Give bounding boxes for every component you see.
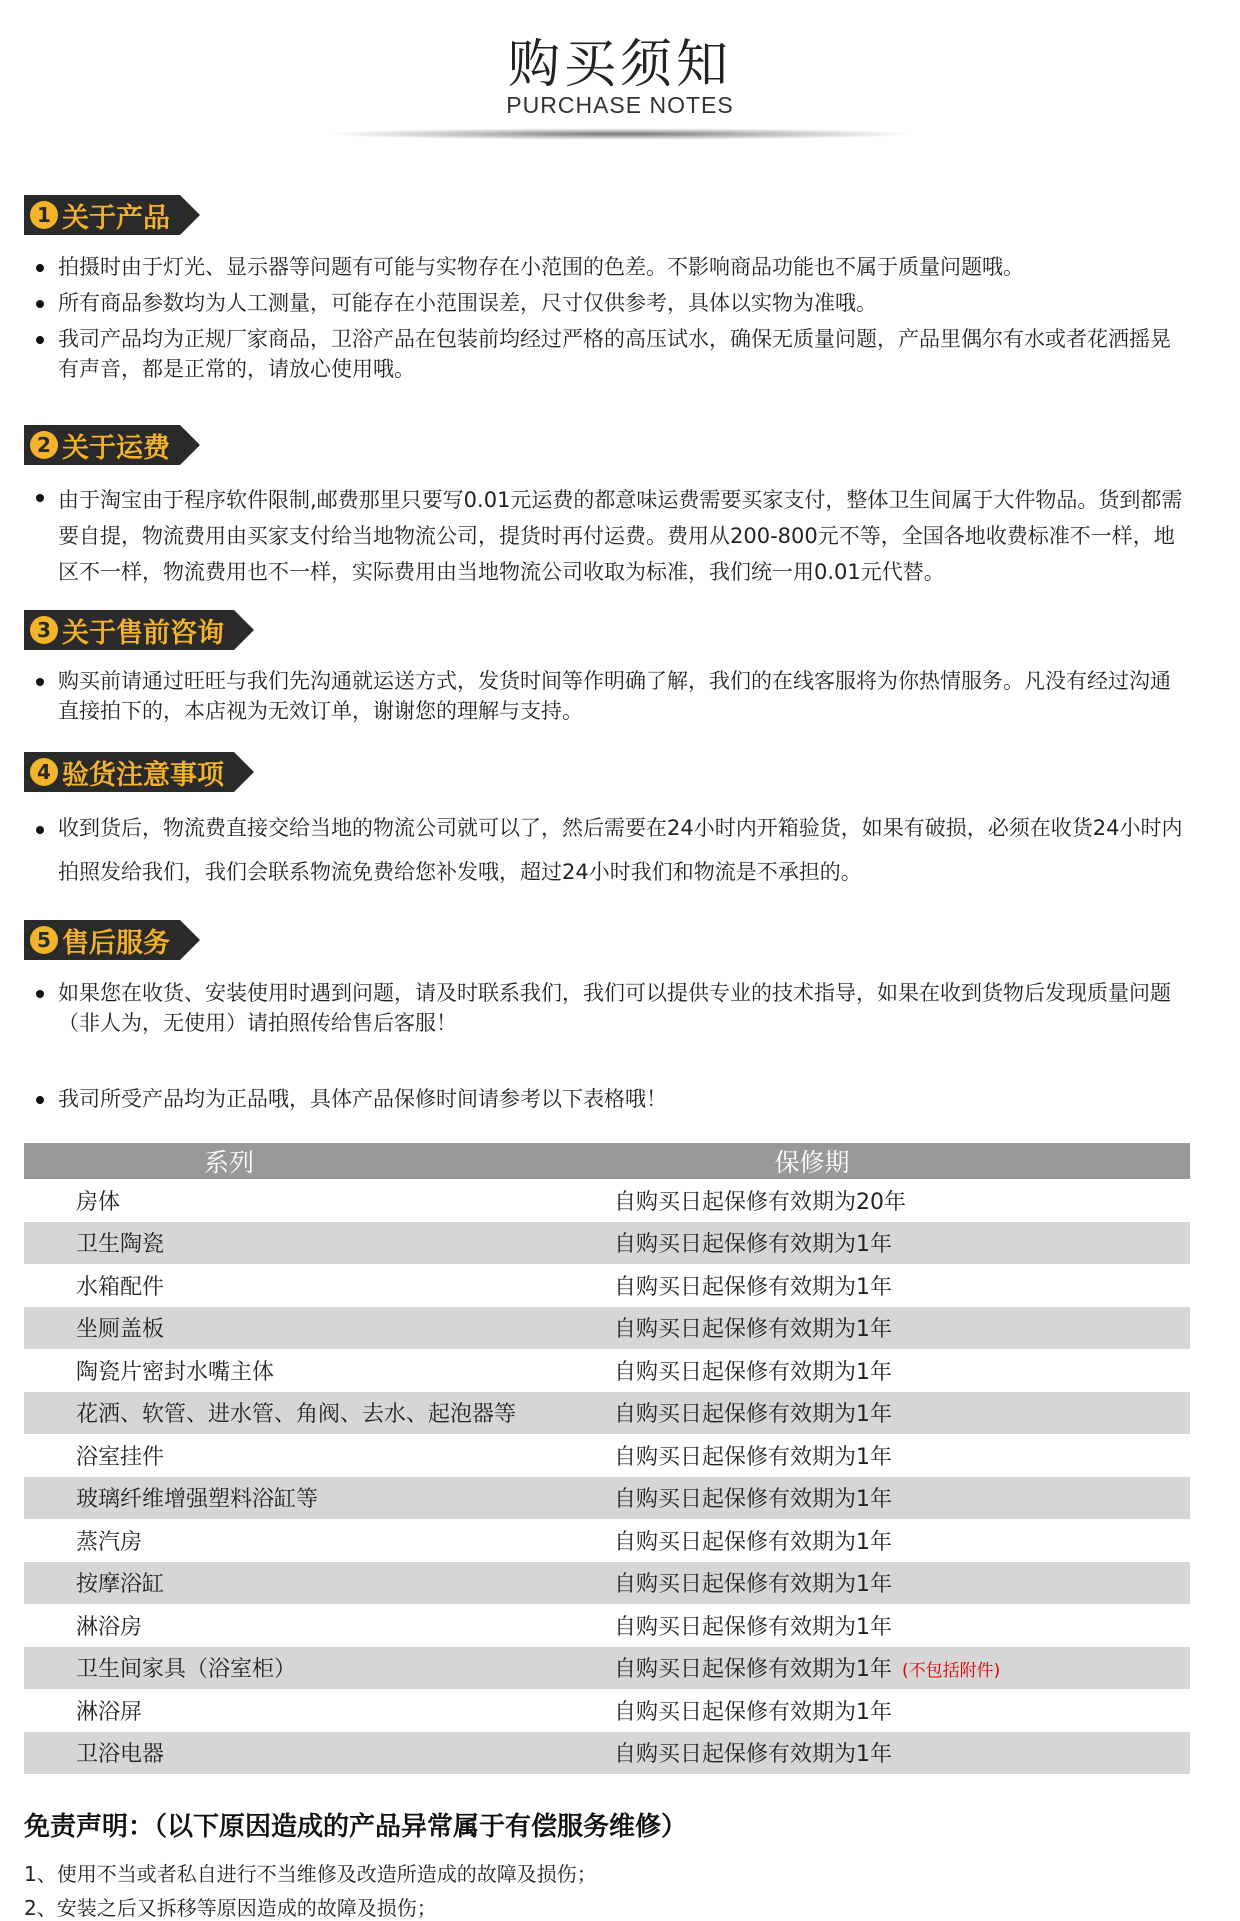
table-row: 玻璃纤维增强塑料浴缸等 自购买日起保修有效期为1年 <box>24 1477 1190 1520</box>
section-header-shipping <box>24 425 180 465</box>
exclusion-note: (不包括附件) <box>902 1661 1001 1682</box>
page-header <box>0 0 1240 150</box>
page-subtitle: PURCHASE NOTES <box>506 92 734 118</box>
table-row: 蒸汽房 自购买日起保修有效期为1年 <box>76 1529 892 1555</box>
bullet-icon <box>36 264 44 272</box>
list-item: 所有商品参数均为人工测量，可能存在小范围误差，尺寸仅供参考，具体以实物为准哦。 <box>36 288 1186 318</box>
bullet-icon <box>36 336 44 344</box>
table-row: 花洒、软管、进水管、角阀、去水、起泡器等 自购买日起保修有效期为1年 <box>24 1392 1190 1435</box>
section-title: 售后服务 <box>62 927 170 959</box>
section-title: 关于运费 <box>62 432 170 464</box>
warranty-table <box>24 1143 1190 1774</box>
disclaimer-title: 免责声明：（以下原因造成的产品异常属于有偿服务维修） <box>24 1812 688 1842</box>
number-badge-icon: 2 <box>30 431 58 459</box>
bullet-icon <box>36 494 44 502</box>
number-badge-icon: 5 <box>30 926 58 954</box>
section-header-inspection <box>24 752 234 792</box>
list-item: 由于淘宝由于程序软件限制,邮费那里只要写0.01元运费的都意味运费需要买家支付，整体卫生间属于大件物品。货到都需要自提，物流费用由买家支付给当地物流公司，提货时再付运费。费用从200-800元不等，全国各地收费标准不一样，地区不一样，物流费用也不一样，实际费用由当地物流公司收取为标准，我们统一用0.01元代替。 <box>36 482 1186 590</box>
list-item: 我司产品均为正规厂家商品，卫浴产品在包装前均经过严格的高压试水，确保无质量问题，产品里偶尔有水或者花洒摇晃有声音，都是正常的，请放心使用哦。 <box>36 324 1186 384</box>
table-row: 浴室挂件 自购买日起保修有效期为1年 <box>76 1444 892 1470</box>
table-header <box>24 1143 1190 1179</box>
table-row: 水箱配件 自购买日起保修有效期为1年 <box>76 1274 892 1300</box>
list-item: 我司所受产品均为正品哦，具体产品保修时间请参考以下表格哦！ <box>36 1084 1186 1114</box>
bullet-icon <box>36 826 44 834</box>
bullet-icon <box>36 1096 44 1104</box>
page-title: 购买须知 <box>507 35 732 95</box>
table-row: 淋浴屏 自购买日起保修有效期为1年 <box>76 1699 892 1725</box>
table-row: 卫生间家具（浴室柜） 自购买日起保修有效期为1年 (不包括附件) <box>24 1647 1190 1690</box>
column-header-warranty: 保修期 <box>774 1148 850 1177</box>
list-item: 购买前请通过旺旺与我们先沟通就运送方式，发货时间等作明确了解，我们的在线客服将为你热情服务。凡没有经过沟通直接拍下的，本店视为无效订单，谢谢您的理解与支持。 <box>36 666 1186 726</box>
section-title: 关于产品 <box>62 202 170 234</box>
bullet-icon <box>36 678 44 686</box>
table-row: 陶瓷片密封水嘴主体 自购买日起保修有效期为1年 <box>76 1359 892 1385</box>
number-badge-icon: 4 <box>30 758 58 786</box>
section-header-presale <box>24 610 234 650</box>
table-row: 房体 自购买日起保修有效期为20年 <box>76 1189 906 1215</box>
section-header-aftersale <box>24 920 180 960</box>
disclaimer-item: 2、安装之后又拆移等原因造成的故障及损伤； <box>24 1896 437 1920</box>
section-title: 验货注意事项 <box>62 759 224 791</box>
number-badge-icon: 3 <box>30 616 58 644</box>
disclaimer-item: 1、使用不当或者私自进行不当维修及改造所造成的故障及损伤； <box>24 1862 597 1886</box>
bullet-icon <box>36 990 44 998</box>
section-title: 关于售前咨询 <box>62 617 224 649</box>
table-row: 淋浴房 自购买日起保修有效期为1年 <box>76 1614 892 1640</box>
table-row: 坐厕盖板 自购买日起保修有效期为1年 <box>24 1307 1190 1350</box>
section-header-product <box>24 195 180 235</box>
list-item: 如果您在收货、安装使用时遇到问题，请及时联系我们，我们可以提供专业的技术指导，如果在收到货物后发现质量问题（非人为，无使用）请拍照传给售后客服！ <box>36 978 1186 1038</box>
table-row: 卫生陶瓷 自购买日起保修有效期为1年 <box>24 1222 1190 1265</box>
title-shadow-divider <box>320 128 920 140</box>
column-header-series: 系列 <box>203 1148 254 1177</box>
bullet-icon <box>36 300 44 308</box>
table-row: 卫浴电器 自购买日起保修有效期为1年 <box>24 1732 1190 1775</box>
list-item: 收到货后，物流费直接交给当地的物流公司就可以了，然后需要在24小时内开箱验货，如果有破损，必须在收货24小时内拍照发给我们，我们会联系物流免费给您补发哦，超过24小时我们和物流是不承担的。 <box>36 806 1186 894</box>
table-row: 按摩浴缸 自购买日起保修有效期为1年 <box>24 1562 1190 1605</box>
number-badge-icon: 1 <box>30 201 58 229</box>
list-item: 拍摄时由于灯光、显示器等问题有可能与实物存在小范围的色差。不影响商品功能也不属于质量问题哦。 <box>36 252 1186 282</box>
